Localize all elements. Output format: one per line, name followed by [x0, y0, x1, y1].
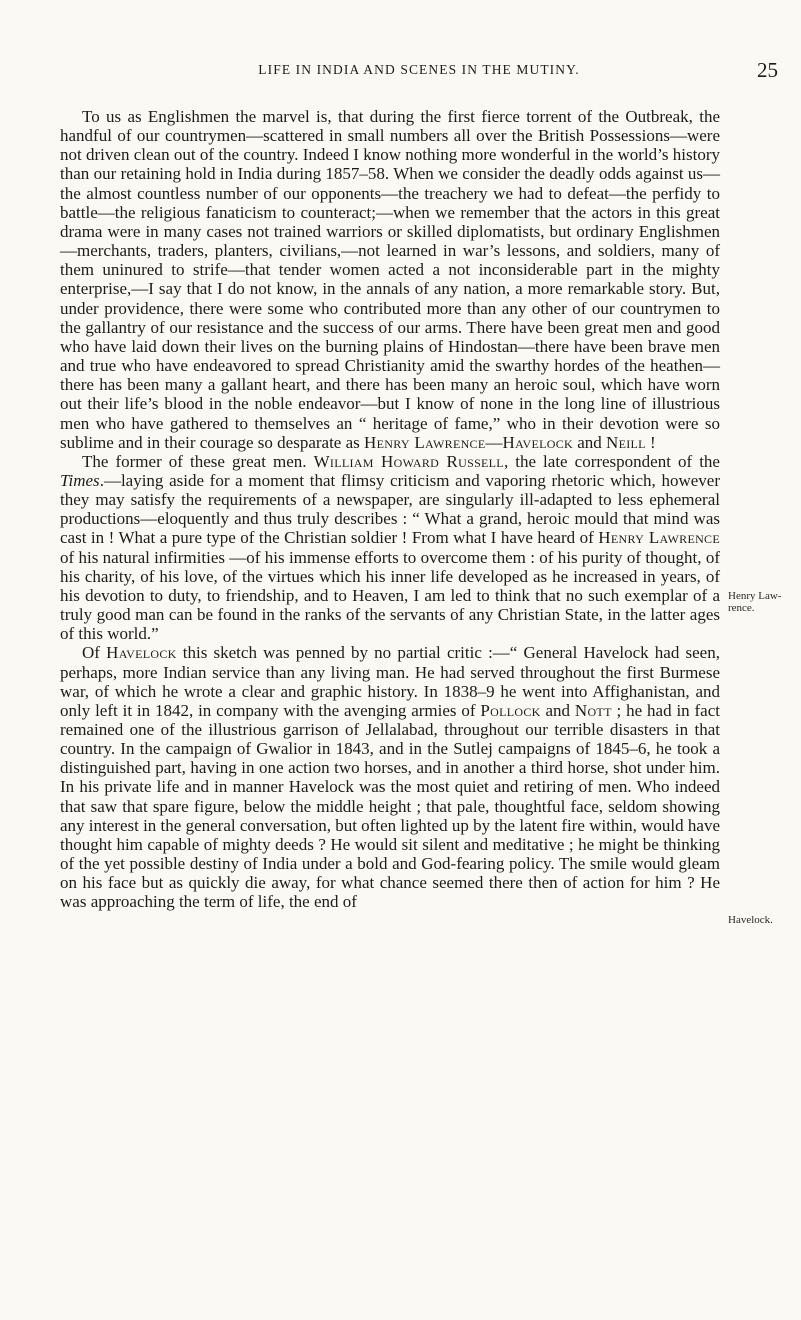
text-run: Of [82, 643, 107, 663]
text-run: ; he had in fact remained one of the illustrious garrison of Jellalabad, throughout our terrible disasters in that country. In the campaign of Gwalior in 1843, and in the Sutlej campaigns of 1845–6, he took a distinguished part, having in one action two horses, and in another a third horse, shot under him. In his private life and in manner Havelock was the most quiet and retiring of men. Who indeed that saw that spare figure, below the middle height ; that pale, thoughtful face, seldom showing any interest in the general conversation, but often lighted up by the latent fire within, would have thought him capable of mighty deeds ? He would sit silent and meditative ; he might be thinking of the yet possible destiny of India under a bold and God-fearing policy. The smile would gleam on his face but as quickly die away, for what chance seemed there then of action for him ? He was approaching the term of life, the end of [60, 700, 720, 912]
text-run: , the late correspondent of the [503, 451, 720, 471]
sidenote-havelock [728, 914, 801, 926]
text-run: and [572, 432, 607, 452]
body-text [60, 107, 720, 912]
sidenote-henry-lawrence-text: Henry Law- rence. [728, 590, 782, 614]
proper-name: Henry Lawrence [598, 528, 720, 548]
text-run: and [540, 700, 575, 720]
text-run: .—laying aside for a moment that flimsy criticism and vaporing rhetoric which, however they may satisfy the requirements of a newspaper, are singularly ill-adapted to less ephemeral productions—eloquently and thus truly describes : “ What a grand, heroic mould that mind was cast in ! What a pure type of the Christian soldier ! From what I have heard of [60, 470, 720, 548]
text-run: The former of these great men. [82, 451, 314, 471]
proper-name: Havelock [106, 643, 177, 663]
paragraph [60, 452, 720, 644]
proper-name: William Howard Russell [313, 451, 504, 471]
proper-name: Pollock [480, 700, 541, 720]
paragraph [60, 643, 720, 911]
text-run: To us as Englishmen the marvel is, that during the first fierce torrent of the Outbreak, the handful of our countrymen—scattered in small numbers all over the British Possessions—were not driven clean out of the country. Indeed I know nothing more wonderful in the world’s history than our retaining hold in India during 1857–58. When we consider the deadly odds against us—the almost countless number of our opponents—the treachery we had to defeat—the perfidy to battle—the religious fanaticism to counteract;—when we remember that the actors in this great drama were in many cases not trained warriors or skilled diplomatists, but ordinary Englishmen—merchants, traders, planters, civilians,—not learned in war’s lessons, and soldiers, many of them uninured to strife—that tender women acted a not inconsiderable part in the mighty enterprise,—I say that I do not know, in the annals of any nation, a more remarkable story. But, under providence, there were some who contributed more than any other of our countrymen to the gallantry of our resistance and the success of our arms. There have been great men and good who have laid down their lives on the burning plains of Hindostan—there have been brave men and true who have endeavored to spread Christianity amid the swarthy hordes of the heathen—there has been many a gallant heart, and there has been many an heroic soul, which have worn out their life’s blood in the noble endeavor—but I know of none in the long line of illustrious men who have gathered to themselves an “ heritage of fame,” who in their devotion were so sublime and in their courage so desparate as [60, 107, 720, 452]
page-number: 25 [757, 58, 778, 82]
running-head: LIFE IN INDIA AND SCENES IN THE MUTINY. [258, 62, 580, 77]
proper-name: Henry Lawrence [364, 432, 486, 452]
page-header [60, 58, 778, 86]
sidenote-henry-lawrence [728, 590, 801, 614]
text-run: this sketch was penned by no partial critic :—“ General Havelock had seen, perhaps, more Indian service than any living man. He had served throughout the first Burmese war, of which he wrote a clear and graphic history. In 1838–9 he went into Affighanistan, and only left it in 1842, in company with the avenging armies of [60, 643, 720, 720]
paragraph [60, 107, 720, 452]
text-run: — [485, 432, 503, 452]
text-run: ! [645, 432, 656, 452]
text-run: of his natural infirmities —of his immense efforts to overcome them : of his purity of thought, of his charity, of his love, of the virtues which his inner life developed as he increased in years, of his devotion to duty, to friendship, and to Heaven, I am led to think that no such exemplar of a truly good man can be found in the ranks of the servants of any Christian State, in the latter ages of this world.” [60, 547, 720, 644]
proper-name: Havelock [502, 432, 573, 452]
italic-title: Times [60, 470, 100, 490]
proper-name: Neill [606, 432, 646, 452]
proper-name: Nott [574, 700, 612, 720]
sidenote-havelock-text: Havelock. [728, 914, 773, 926]
